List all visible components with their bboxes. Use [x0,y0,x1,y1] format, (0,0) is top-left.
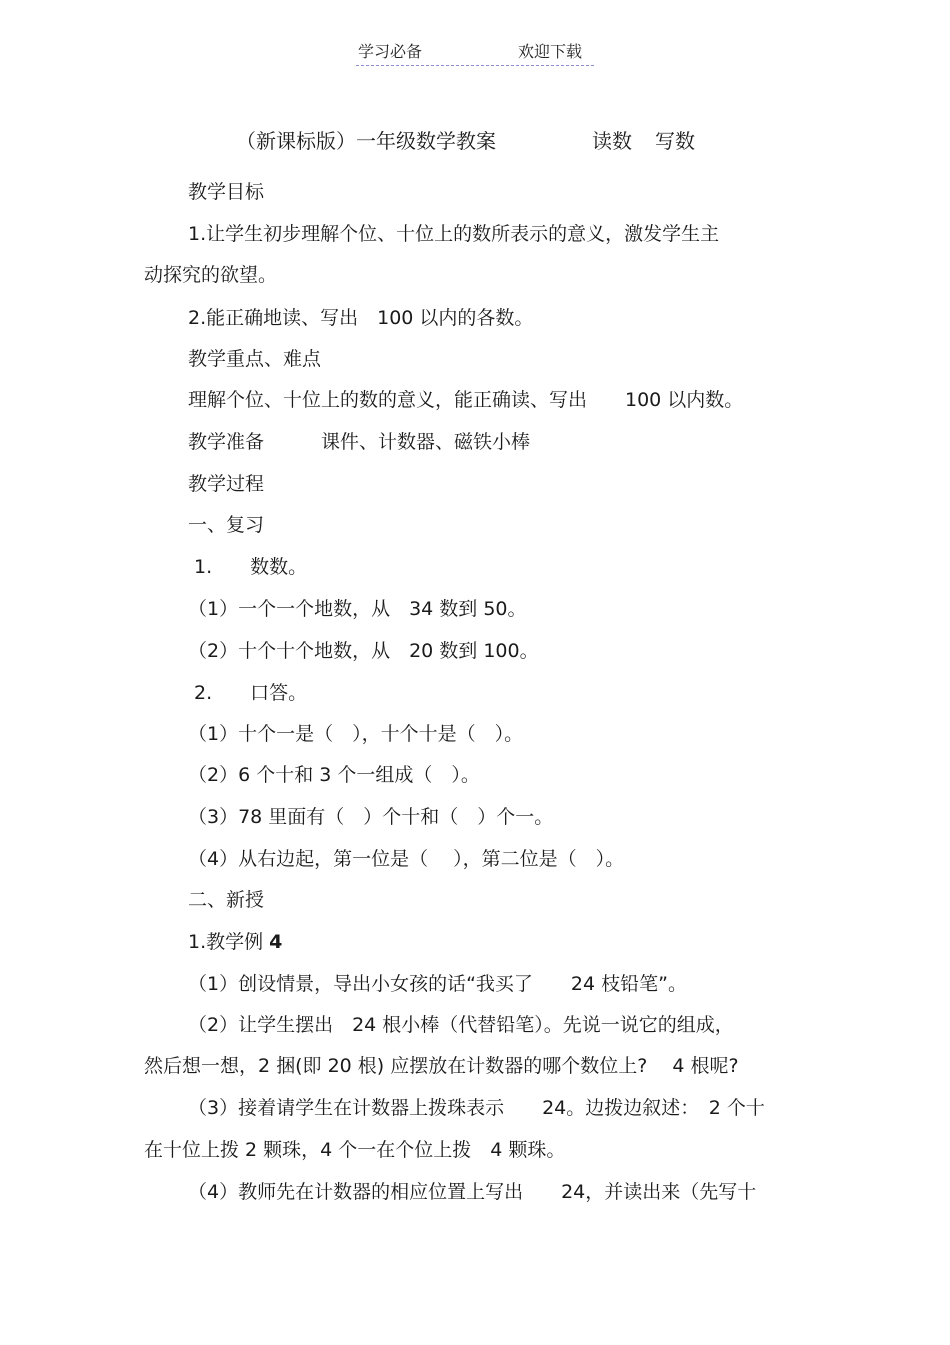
review-item-2-2: （2）6 个十和 3 个一组成（ ）。 [188,764,480,786]
step-2-line-2: 然后想一想，2 捆(即 20 根) 应摆放在计数器的哪个数位上? 4 根呢? [144,1055,739,1077]
page-header [356,41,594,66]
header-left-text: 学习必备 [358,42,423,61]
teaching-preparation: 教学准备 课件、计数器、磁铁小棒 [188,431,531,453]
process-heading: 教学过程 [188,473,265,495]
goals-heading: 教学目标 [188,181,265,203]
step-3-line-1: （3）接着请学生在计数器上拨珠表示 24。边拨边叙述： 2 个十 [188,1097,765,1119]
goal-1-line-1: 1.让学生初步理解个位、十位上的数所表示的意义，激发学生主 [188,223,720,245]
review-item-1-2: （2）十个十个地数，从 20 数到 100。 [188,640,539,662]
title-write-numbers: 写数 [655,129,695,153]
review-item-2-4: （4）从右边起，第一位是（ ），第二位是（ ）。 [188,848,625,870]
new-lesson-heading: 二、新授 [188,889,265,911]
review-item-2-1: （1）十个一是（ ），十个十是（ ）。 [188,723,524,745]
document-title: （新课标版）一年级数学教案 [236,129,496,153]
goal-2: 2.能正确地读、写出 100 以内的各数。 [188,307,534,329]
review-item-1: 1. 数数。 [188,556,308,578]
review-heading: 一、复习 [188,514,265,536]
review-item-2: 2. 口答。 [188,682,308,704]
review-item-2-3: （3）78 里面有（ ）个十和（ ）个一。 [188,806,554,828]
goal-1-line-2: 动探究的欲望。 [144,264,278,286]
key-points-heading: 教学重点、难点 [188,348,322,370]
step-1: （1）创设情景，导出小女孩的话“我买了 24 枝铅笔”。 [188,973,687,995]
example-number: 4 [269,931,283,953]
header-right-text: 欢迎下载 [518,42,583,61]
example-heading [188,929,282,955]
example-prefix: 1.教学例 [188,931,270,953]
title-read-numbers: 读数 [592,129,632,153]
key-points-text: 理解个位、十位上的数的意义，能正确读、写出 100 以内数。 [188,389,744,411]
step-2-line-1: （2）让学生摆出 24 根小棒（代替铅笔）。先说一说它的组成， [188,1014,734,1036]
step-4: （4）教师先在计数器的相应位置上写出 24，并读出来（先写十 [188,1181,757,1203]
review-item-1-1: （1）一个一个地数，从 34 数到 50。 [188,598,527,620]
step-3-line-2: 在十位上拨 2 颗珠，4 个一在个位上拨 4 颗珠。 [144,1139,566,1161]
